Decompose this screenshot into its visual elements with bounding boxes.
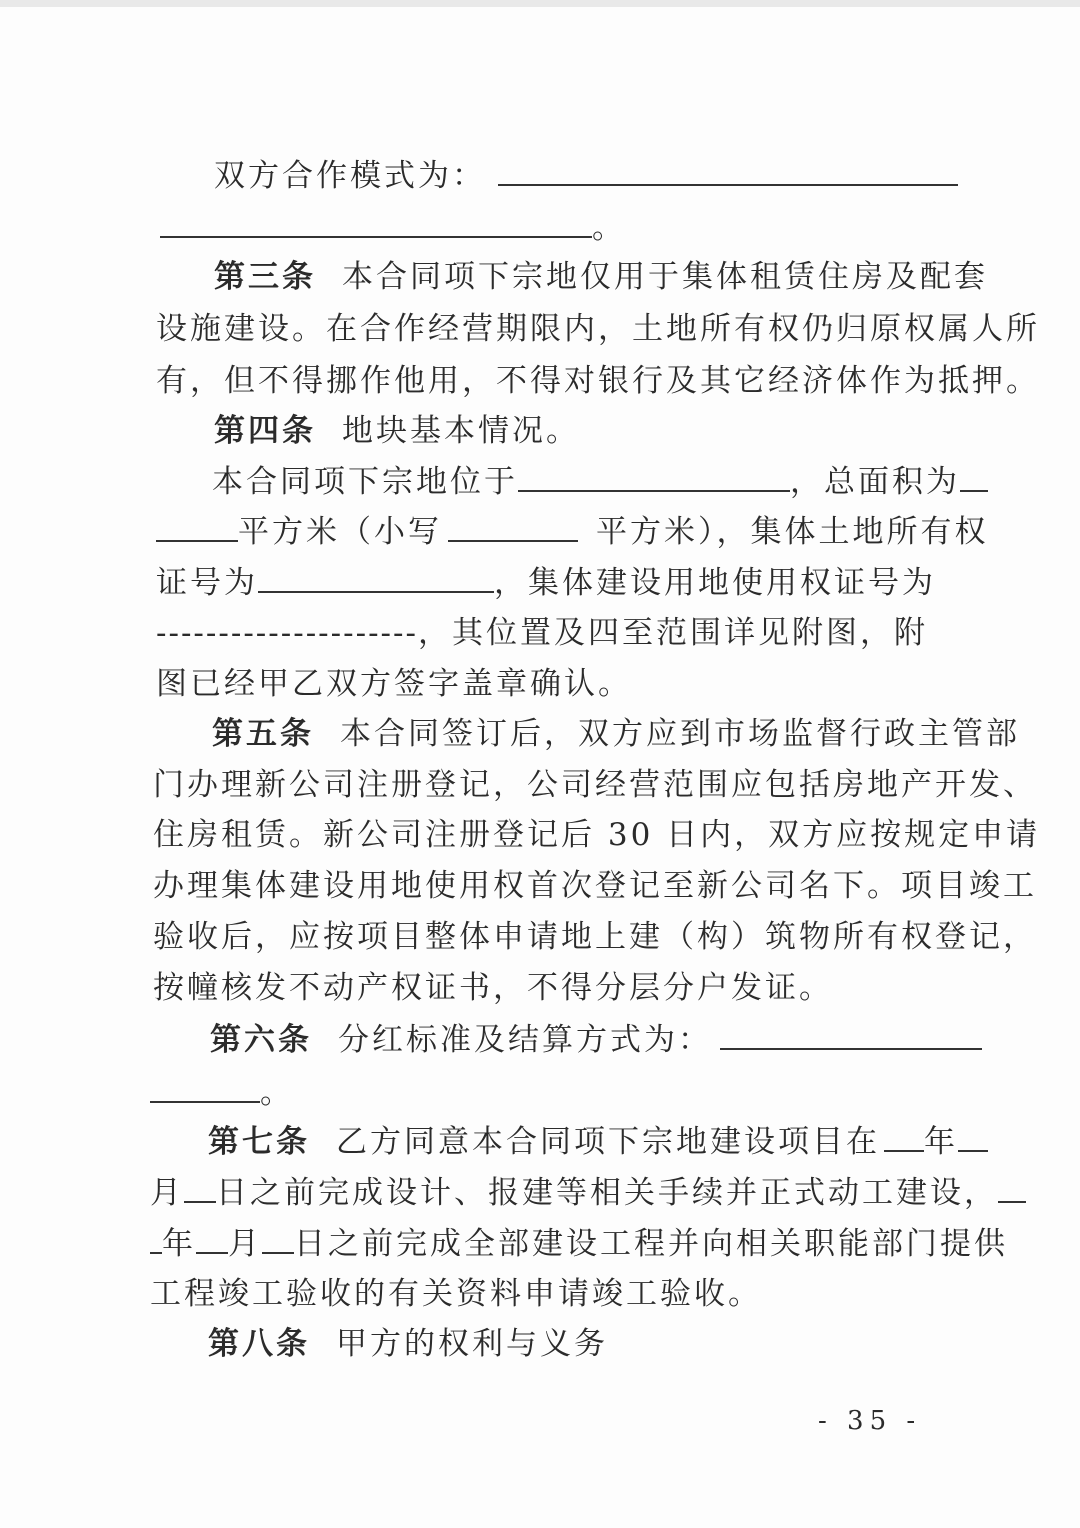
ownership-cert-label: 平方米），集体土地所有权	[596, 514, 989, 550]
clause-4-line-2	[212, 462, 988, 502]
clause-5-text: 本合同签订后，双方应到市场监督行政主管部	[340, 716, 1020, 752]
use-right-cert-label: ，集体建设用地使用权证号为	[494, 565, 936, 601]
period-2: 。	[260, 1075, 294, 1111]
area-blank-2	[156, 512, 238, 542]
clause-4-line-5	[156, 613, 928, 653]
clause-5-line-4: 办理集体建设用地使用权首次登记至新公司名下。项目竣工	[153, 868, 1037, 904]
clause-7-text: 乙方同意本合同项下宗地建设项目在	[336, 1124, 880, 1160]
use-right-cert-blank: ---------------------	[156, 615, 418, 651]
cert-number-blank	[258, 563, 494, 593]
clause-5-line-6: 按幢核发不动产权证书，不得分层分户发证。	[153, 970, 833, 1006]
clause-4-text: 地块基本情况。	[342, 413, 580, 449]
clause-8-heading: 第八条	[208, 1326, 310, 1362]
clause-3-heading: 第三条	[214, 259, 316, 295]
period: 。	[592, 210, 626, 246]
clause-6-heading: 第六条	[210, 1022, 312, 1058]
start-construction-text: 日之前完成设计、报建等相关手续并正式动工建设，	[216, 1175, 998, 1211]
month-label-1: 月	[150, 1175, 184, 1211]
clause-4-line-3	[156, 512, 989, 552]
clause-4-line-6: 图已经甲乙双方签字盖章确认。	[156, 666, 632, 702]
year-blank-2	[998, 1173, 1026, 1203]
clause-3-line-1	[214, 257, 988, 297]
day-blank-2	[262, 1224, 294, 1254]
clause-5-line-5: 验收后，应按项目整体申请地上建（构）筑物所有权登记，	[153, 919, 1037, 955]
scan-top-edge	[0, 0, 1080, 7]
square-meters-lowercase-label: 平方米（小写	[238, 514, 442, 550]
clause-7-line-3	[150, 1224, 1008, 1264]
clause-3-line-3: 有，但不得挪作他用，不得对银行及其它经济体作为抵押。	[156, 363, 1040, 399]
clause-6-line-2	[150, 1073, 294, 1113]
location-label: 本合同项下宗地位于	[212, 464, 518, 500]
clause-4-line-4	[156, 563, 936, 603]
clause-5-line-2: 门办理新公司注册登记，公司经营范围应包括房地产开发、	[153, 767, 1037, 803]
month-blank-2	[196, 1224, 228, 1254]
location-range-text: ，其位置及四至范围详见附图，附	[417, 615, 928, 651]
cooperation-mode-blank-2	[160, 208, 592, 238]
cooperation-mode-blank	[498, 156, 958, 186]
clause-7-line-1	[208, 1122, 988, 1162]
year-blank-2b	[150, 1224, 162, 1254]
year-label-1: 年	[924, 1124, 958, 1160]
clause-2-continued	[214, 156, 958, 196]
clause-5-line-3: 住房租赁。新公司注册登记后 30 日内，双方应按规定申请	[153, 817, 1041, 853]
month-blank-1	[958, 1122, 988, 1152]
dividend-blank-2	[150, 1073, 260, 1103]
clause-4-heading: 第四条	[214, 413, 316, 449]
clause-3-line-2: 设施建设。在合作经营期限内，土地所有权仍归原权属人所	[156, 311, 1040, 347]
area-lowercase-blank	[448, 512, 578, 542]
cooperation-mode-label: 双方合作模式为：	[214, 158, 486, 194]
clause-8-line-1	[208, 1324, 608, 1364]
cooperation-mode-blank-line	[160, 208, 626, 248]
clause-7-line-4: 工程竣工验收的有关资料申请竣工验收。	[150, 1276, 762, 1312]
day-blank-1	[184, 1173, 216, 1203]
area-blank	[960, 462, 988, 492]
completion-text: 日之前完成全部建设工程并向相关职能部门提供	[294, 1226, 1008, 1262]
total-area-label: ，总面积为	[790, 464, 960, 500]
location-blank	[518, 462, 790, 492]
month-label-2: 月	[228, 1226, 262, 1262]
clause-7-line-2	[150, 1173, 1026, 1213]
year-blank-1	[884, 1122, 924, 1152]
year-label-2: 年	[162, 1226, 196, 1262]
page-number: - 35 -	[818, 1406, 922, 1436]
clause-7-heading: 第七条	[208, 1124, 310, 1160]
clause-6-text: 分红标准及结算方式为：	[338, 1022, 712, 1058]
clause-5-heading: 第五条	[212, 716, 314, 752]
clause-4-line-1	[214, 411, 580, 451]
clause-3-text: 本合同项下宗地仅用于集体租赁住房及配套	[342, 259, 988, 295]
cert-number-label: 证号为	[156, 565, 258, 601]
clause-5-line-1	[212, 714, 1020, 754]
clause-8-text: 甲方的权利与义务	[336, 1326, 608, 1362]
clause-6-line-1	[210, 1020, 982, 1060]
dividend-blank	[720, 1020, 982, 1050]
